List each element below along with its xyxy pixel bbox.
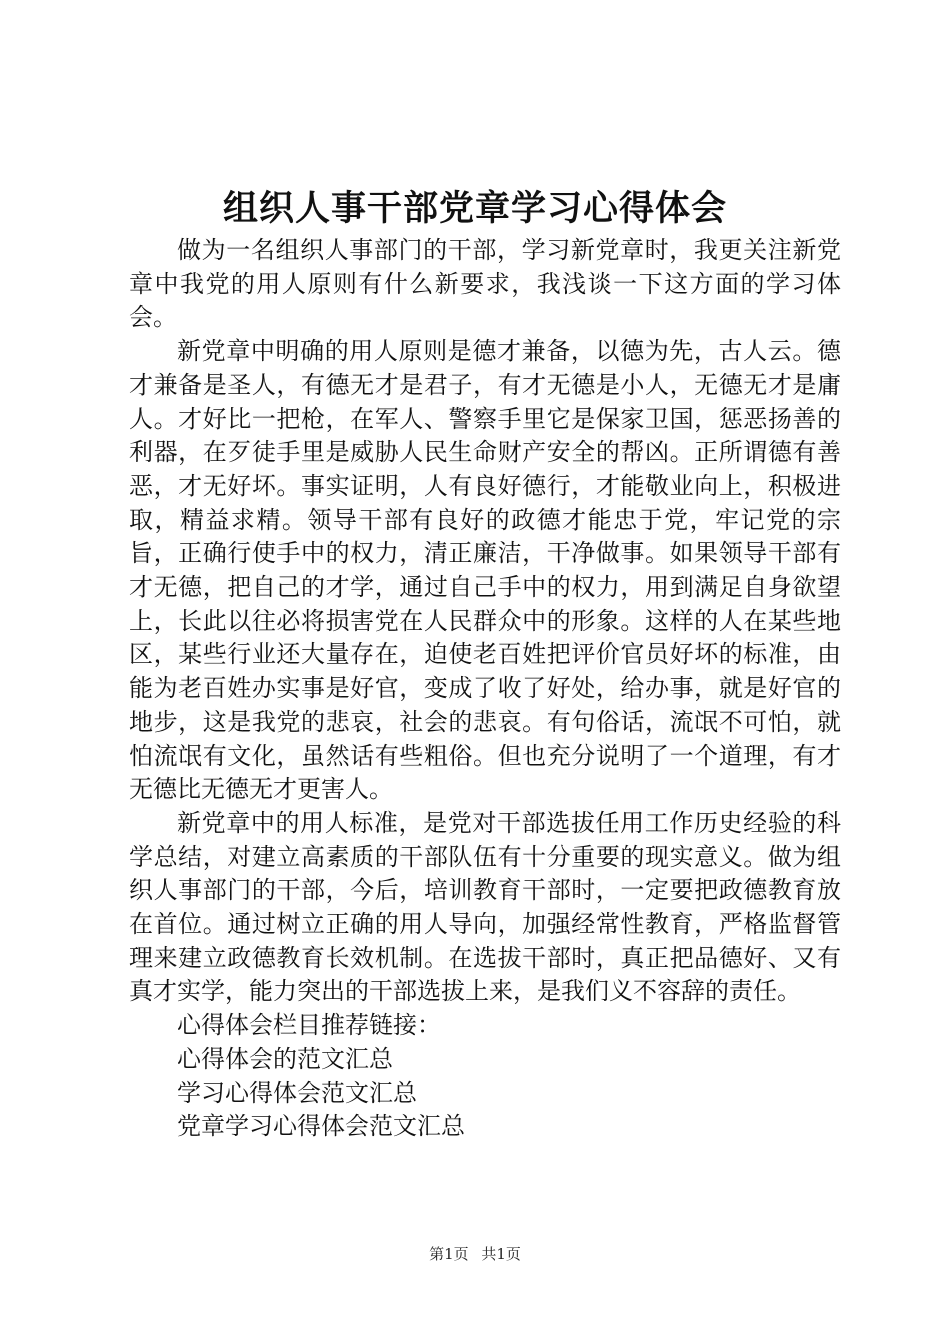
paragraph-standard: 新党章中的用人标准，是党对干部选拔任用工作历史经验的科学总结，对建立高素质的干部队伍有十分重要的现实意义。做为组织人事部门的干部，今后，培训教育干部时，一定要把政德教育放在首位。通过树立正确的用人导向，加强经常性教育，严格监督管理来建立政德教育长效机制。在选拔干部时，真正把品德好、又有真才实学，能力突出的干部选拔上来，是我们义不容辞的责任。 — [129, 808, 841, 1006]
link-item[interactable]: 心得体会的范文汇总 — [177, 1044, 393, 1073]
paragraph-principle: 新党章中明确的用人原则是德才兼备，以德为先，古人云。德才兼备是圣人，有德无才是君子，有才无德是小人，无德无才是庸人。才好比一把枪，在军人、警察手里它是保家卫国，惩恶扬善的利器，在歹徒手里是威胁人民生命财产安全的帮凶。正所谓德有善恶，才无好坏。事实证明，人有良好德行，才能敬业向上，积极进取，精益求精。领导干部有良好的政德才能忠于党，牢记党的宗旨，正确行使手中的权力，清正廉洁，干净做事。如果领导干部有才无德，把自己的才学，通过自己手中的权力，用到满足自身欲望上，长此以往必将损害党在人民群众中的形象。这样的人在某些地区，某些行业还大量存在，迫使老百姓把评价官员好坏的标准，由能为老百姓办实事是好官，变成了收了好处，给办事，就是好官的地步，这是我党的悲哀，社会的悲哀。有句俗话，流氓不可怕，就怕流氓有文化，虽然话有些粗俗。但也充分说明了一个道理，有才无德比无德无才更害人。 — [129, 337, 841, 804]
recommended-links — [129, 1009, 841, 1144]
page-footer — [0, 1244, 950, 1264]
page-title: 组织人事干部党章学习心得体会 — [222, 188, 727, 229]
paragraph-intro: 做为一名组织人事部门的干部，学习新党章时，我更关注新党章中我党的用人原则有什么新要求，我浅谈一下这方面的学习体会。 — [129, 236, 841, 332]
links-heading: 心得体会栏目推荐链接： — [177, 1011, 441, 1040]
page-total: 共1页 — [481, 1245, 521, 1263]
document-body — [129, 234, 841, 1144]
link-item[interactable]: 党章学习心得体会范文汇总 — [177, 1112, 465, 1141]
page-number: 第1页 — [429, 1245, 469, 1263]
link-item[interactable]: 学习心得体会范文汇总 — [177, 1078, 417, 1107]
